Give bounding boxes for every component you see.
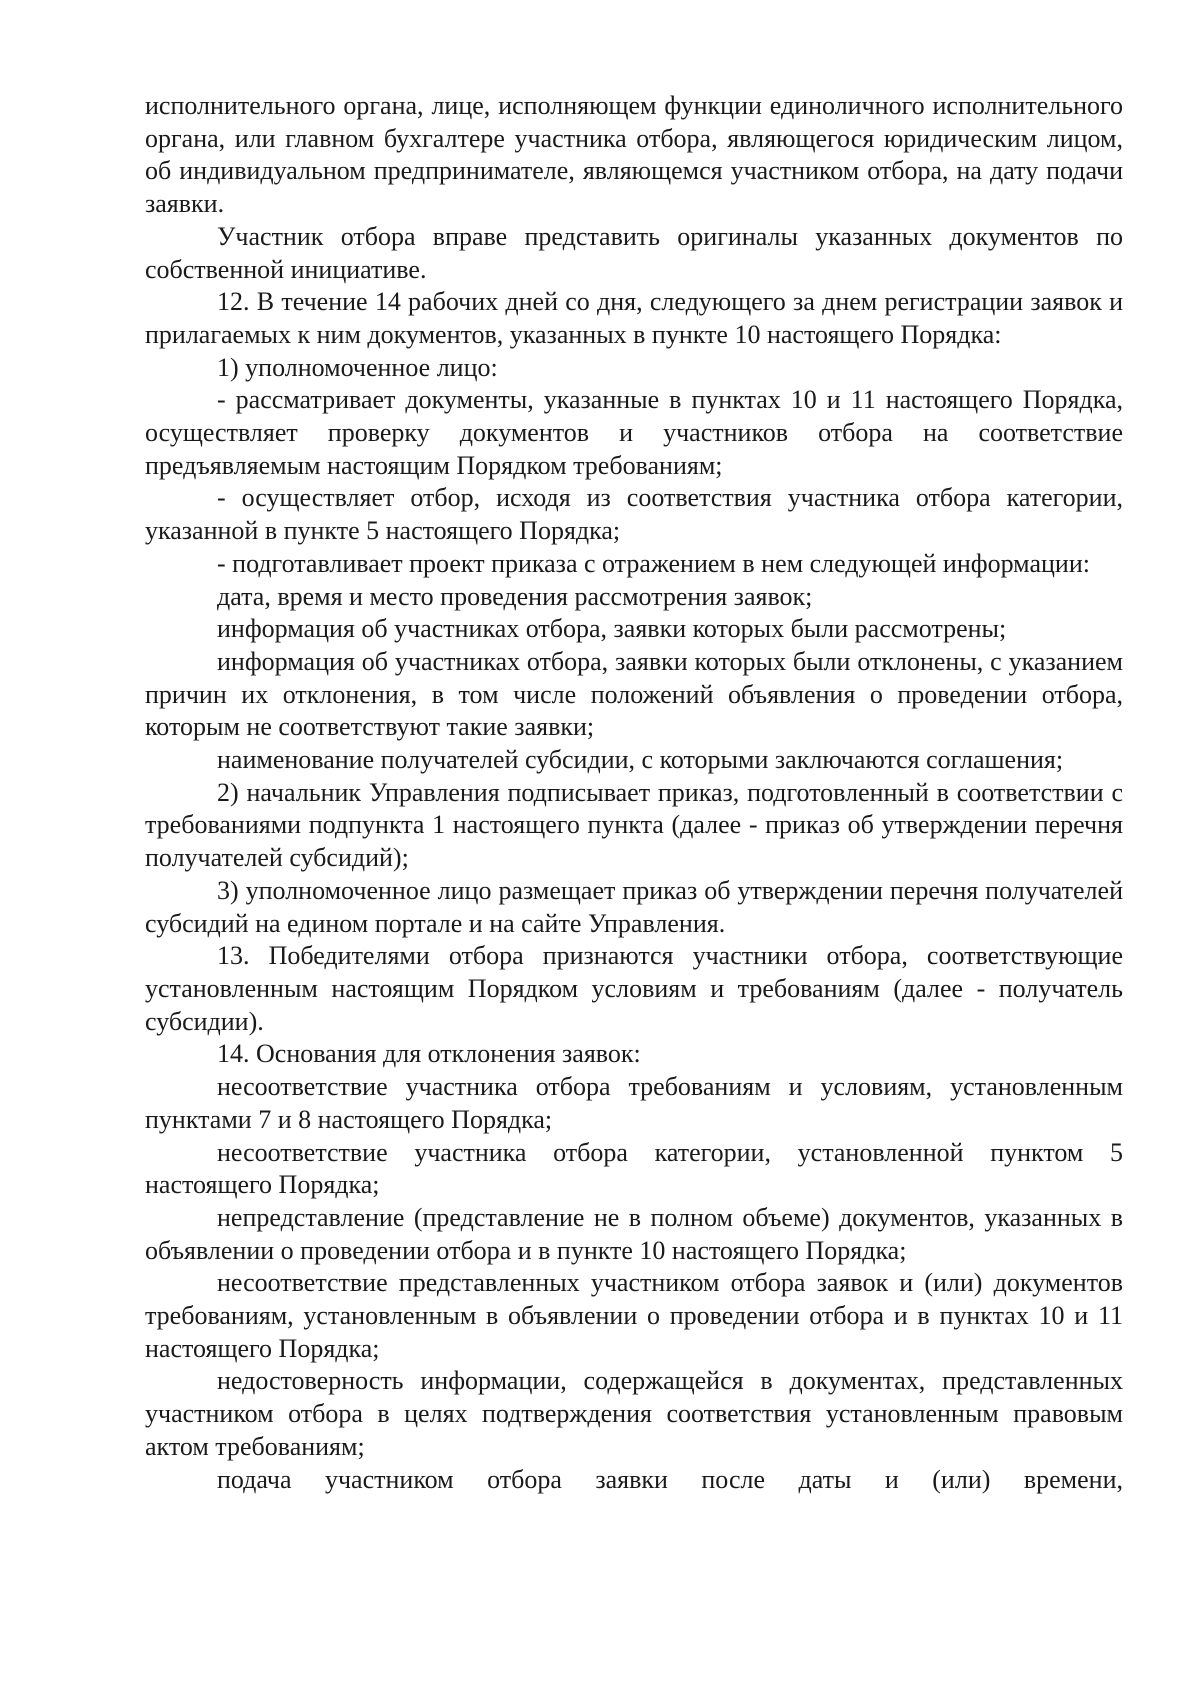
paragraph-rejection-ground-2: несоответствие участника отбора категории, установленной пунктом 5 настоящего Порядка; [145,1137,1123,1200]
paragraph-date-time-place: дата, время и место проведения рассмотрения заявок; [217,581,813,611]
paragraph-rejection-ground-3: непредставление (представление не в полном объеме) документов, указанных в объявлении о проведении отбора и в пункте 10 настоящего Порядка; [145,1202,1123,1265]
paragraph-item-13: 13. Победителями отбора признаются участники отбора, соответствующие установленным настоящим Порядком условиям и требованиям (далее - получатель субсидии). [145,941,1123,1036]
paragraph-selection: - осуществляет отбор, исходя из соответствия участника отбора категории, указанной в пункте 5 настоящего Порядка; [145,483,1123,546]
paragraph-rejected-applications: информация об участниках отбора, заявки которых были отклонены, с указанием причин их отклонения, в том числе положений объявления о проведении отбора, которым не соответствуют такие заявки; [145,646,1123,742]
paragraph-subitem-3: 3) уполномоченное лицо размещает приказ об утверждении перечня получателей субсидий на едином портале и на сайте Управления. [145,875,1123,938]
paragraph-review-documents: - рассматривает документы, указанные в пунктах 10 и 11 настоящего Порядка, осуществляет проверку документов и участников отбора на соответствие предъявляемым настоящим Порядком требованиям; [145,385,1123,480]
paragraph-rejection-ground-6: подача участником отбора заявки после даты и (или) времени, [217,1464,1123,1494]
paragraph-draft-order: - подготавливает проект приказа с отражением в нем следующей информации: [217,548,1090,578]
paragraph-item-12: 12. В течение 14 рабочих дней со дня, следующего за днем регистрации заявок и прилагаемых к ним документов, указанных в пункте 10 настоящего Порядка: [145,287,1123,349]
paragraph-originals: Участник отбора вправе представить оригиналы указанных документов по собственной инициативе. [145,221,1123,284]
paragraph-rejection-ground-1: несоответствие участника отбора требованиям и условиям, установленным пунктами 7 и 8 настоящего Порядка; [145,1072,1123,1134]
paragraph-subitem-2: 2) начальник Управления подписывает приказ, подготовленный в соответствии с требованиями подпункта 1 настоящего пункта (далее - приказ об утверждении перечня получателей субсидий); [145,777,1123,873]
paragraph-continuation: исполнительного органа, лице, исполняющем функции единоличного исполнительного органа, или главном бухгалтере участника отбора, являющегося юридическим лицом, об индивидуальном предпринимателе, являющемся участником отбора, на дату подачи заявки. [145,91,1123,219]
paragraph-recipients-names: наименование получателей субсидии, с которыми заключаются соглашения; [217,745,1064,775]
paragraph-rejection-ground-5: недостоверность информации, содержащейся в документах, представленных участником отбора в целях подтверждения соответствия установленным правовым актом требованиям; [145,1366,1123,1461]
paragraph-rejection-ground-4: несоответствие представленных участником отбора заявок и (или) документов требованиям, установленным в объявлении о проведении отбора и в пунктах 10 и 11 настоящего Порядка; [145,1268,1123,1363]
paragraph-subitem-1: 1) уполномоченное лицо: [217,352,498,382]
document-page [145,90,1123,1496]
paragraph-item-14: 14. Основания для отклонения заявок: [217,1039,641,1069]
paragraph-reviewed-applications: информация об участниках отбора, заявки которых были рассмотрены; [217,614,1007,644]
